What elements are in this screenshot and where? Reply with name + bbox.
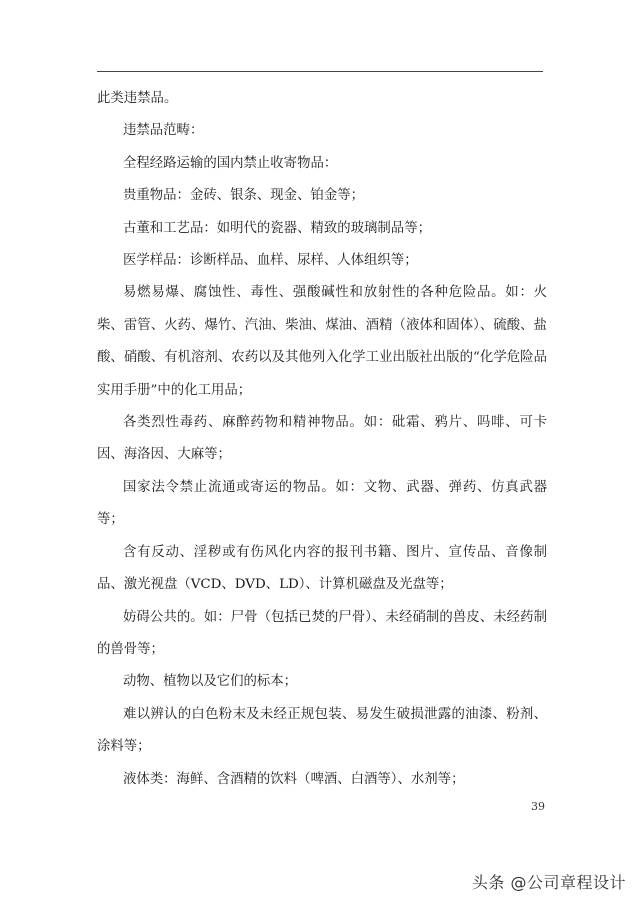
- header-rule: [97, 71, 543, 72]
- paragraph: 贵重物品：金砖、银条、现金、铂金等；: [123, 188, 365, 204]
- paragraph: 妨碍公共的。如：尸骨（包括已焚的尸骨）、未经硝制的兽皮、未经药制的兽骨等；: [97, 609, 547, 657]
- paragraph: 含有反动、淫秽或有伤风化内容的报刊书籍、图片、宣传品、音像制品、激光视盘（VCD、DVD、LD）、计算机磁盘及光盘等；: [97, 544, 547, 593]
- paragraph: 难以辨认的白色粉末及未经正规包装、易发生破损泄露的油漆、粉剂、涂料等；: [97, 706, 547, 755]
- paragraph: 全程经路运输的国内禁止收寄物品：: [123, 155, 338, 171]
- paragraph: 古董和工艺品：如明代的瓷器、精致的玻璃制品等；: [123, 220, 431, 236]
- paragraph: 此类违禁品。: [97, 91, 178, 106]
- paragraph: 液体类：海鲜、含酒精的饮料（啤酒、白酒等）、水剂等；: [123, 771, 465, 787]
- document-body: [97, 83, 547, 796]
- watermark-text: 头条 @公司章程设计: [471, 873, 626, 892]
- paragraph: 国家法令禁止流通或寄运的物品。如：文物、武器、弹药、仿真武器等；: [97, 479, 547, 528]
- paragraph: 动物、植物以及它们的标本；: [123, 674, 298, 690]
- page-number: 39: [531, 800, 545, 813]
- paragraph: 易燃易爆、腐蚀性、毒性、强酸碱性和放射性的各种危险品。如：火柴、雷管、火药、爆竹、汽油、柴油、煤油、酒精（液体和固体）、硫酸、盐酸、硝酸、有机溶剂、农药以及其他列入化学工业出版社出版的“化学危险品实用手册”中的化工用品；: [97, 285, 547, 398]
- paragraph: 违禁品范畴：: [123, 123, 204, 139]
- paragraph: 各类烈性毒药、麻醉药物和精神物品。如：砒霜、鸦片、吗啡、可卡因、海洛因、大麻等；: [97, 415, 547, 463]
- paragraph: 医学样品：诊断样品、血样、尿样、人体组织等；: [123, 253, 418, 269]
